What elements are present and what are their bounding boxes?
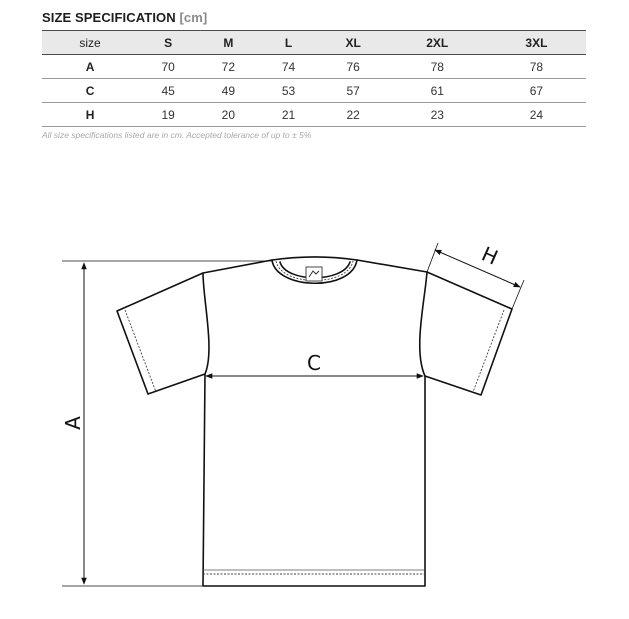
brand-tag <box>306 267 322 281</box>
back-neckline <box>272 257 357 260</box>
label-a: A <box>61 416 85 430</box>
spec-title-text: SIZE SPECIFICATION <box>42 10 176 25</box>
tshirt-body <box>117 260 512 586</box>
left-sleeve-hem-stitch <box>125 310 156 392</box>
table-cell: 23 <box>388 103 487 127</box>
left-armhole-seam <box>203 273 209 374</box>
tolerance-note: All size specifications listed are in cm. Accepted tolerance of up to ± 5% <box>42 130 312 140</box>
column-header: S <box>138 31 198 55</box>
table-cell: 22 <box>319 103 388 127</box>
column-header: L <box>258 31 318 55</box>
row-label: A <box>42 55 138 79</box>
spec-unit: [cm] <box>179 10 208 25</box>
tshirt-outline <box>117 257 512 586</box>
measure-a <box>61 261 272 586</box>
column-header: M <box>198 31 258 55</box>
label-h: H <box>478 241 502 270</box>
table-cell: 24 <box>487 103 586 127</box>
right-armhole-seam <box>420 272 427 376</box>
table-cell: 78 <box>487 55 586 79</box>
label-c: C <box>307 351 321 375</box>
table-cell: 61 <box>388 79 487 103</box>
column-header-size: size <box>42 31 138 55</box>
table-cell: 19 <box>138 103 198 127</box>
column-header: 2XL <box>388 31 487 55</box>
right-sleeve-hem-stitch <box>473 310 504 392</box>
table-cell: 53 <box>258 79 318 103</box>
table-cell: 74 <box>258 55 318 79</box>
column-header: 3XL <box>487 31 586 55</box>
table-cell: 76 <box>319 55 388 79</box>
table-cell: 20 <box>198 103 258 127</box>
column-header: XL <box>319 31 388 55</box>
table-cell: 21 <box>258 103 318 127</box>
measure-c <box>206 351 423 376</box>
table-cell: 70 <box>138 55 198 79</box>
stitching <box>125 261 504 574</box>
measure-h-left-extension <box>427 243 438 272</box>
table-cell: 49 <box>198 79 258 103</box>
row-label: C <box>42 79 138 103</box>
table-cell: 67 <box>487 79 586 103</box>
measure-h <box>427 242 524 309</box>
row-label: H <box>42 103 138 127</box>
table-cell: 57 <box>319 79 388 103</box>
table-cell: 78 <box>388 55 487 79</box>
table-cell: 45 <box>138 79 198 103</box>
table-cell: 72 <box>198 55 258 79</box>
